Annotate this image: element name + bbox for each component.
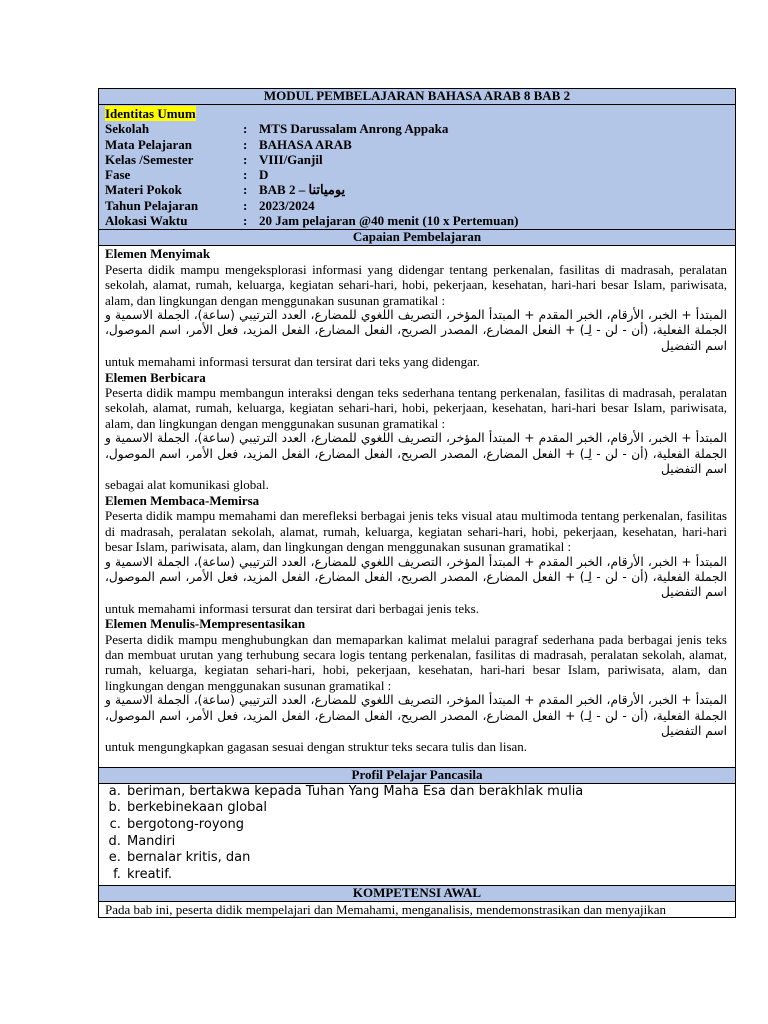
module-title: MODUL PEMBELAJARAN BAHASA ARAB 8 BAB 2	[99, 89, 735, 105]
profil-section	[99, 784, 735, 887]
profil-item: a. beriman, bertakwa kepada Tuhan Yang Maha Esa dan berakhlak mulia	[125, 784, 729, 801]
identitas-umum-section	[99, 105, 735, 230]
identitas-colon: :	[243, 197, 248, 213]
capaian-heading: Capaian Pembelajaran	[99, 230, 735, 246]
identitas-row	[105, 198, 729, 213]
kompetensi-text: Pada bab ini, peserta didik mempelajari dan Memahami, menganalisis, mendemonstrasikan dan menyajikan	[99, 902, 735, 918]
element-arabic-grammar: المبتدأ + الخبر، الأرقام، الخبر المقدم + المبتدأ المؤخر، التصريف اللغوي للمضارع، العدد الترتيبي (ساعة)، الجملة الاسمية و الجملة الفعلية، (أن - لن - لِـ) + الفعل المضارع، المصدر الصريح، الفعل المضارع، الفعل المزيد، فعل الأمر، اسم الموصول، اسم التفضيل	[105, 554, 727, 600]
capaian-body	[99, 246, 735, 767]
identitas-colon: :	[243, 213, 248, 229]
element-description: Peserta didik mampu membangun interaksi dengan teks sederhana tentang perkenalan, fasilitas di madrasah, peralatan sekolah, alamat, rumah, keluarga, kegiatan sehari-hari, hobi, pekerjaan, kesehatan, hari-hari besar Islam, pariwisata, alam, dan lingkungan dengan menggunakan susunan gramatikal :	[105, 385, 727, 431]
identitas-colon: :	[243, 182, 248, 198]
identitas-value: VIII/Ganjil	[259, 151, 323, 167]
profil-item: c. bergotong-royong	[125, 817, 729, 834]
profil-item: d. Mandiri	[125, 834, 729, 851]
identitas-colon: :	[243, 167, 248, 183]
element-arabic-grammar: المبتدأ + الخبر، الأرقام، الخبر المقدم + المبتدأ المؤخر، التصريف اللغوي للمضارع، العدد الترتيبي (ساعة)، الجملة الاسمية و الجملة الفعلية، (أن - لن - لِـ) + الفعل المضارع، المصدر الصريح، الفعل المضارع، الفعل المزيد، فعل الأمر، اسم الموصول، اسم التفضيل	[105, 693, 727, 738]
identitas-value: D	[259, 167, 269, 183]
identitas-heading: Identitas Umum	[105, 106, 196, 121]
identitas-row	[105, 152, 729, 167]
element-closing: untuk memahami informasi tersurat dan tersirat dari teks yang didengar.	[105, 354, 480, 370]
identitas-label: Kelas /Semester	[105, 151, 194, 167]
identitas-row	[105, 121, 729, 136]
identitas-label: Mata Pelajaran	[105, 136, 193, 152]
identitas-fields	[105, 121, 729, 228]
element-arabic-grammar: المبتدأ + الخبر، الأرقام، الخبر المقدم + المبتدأ المؤخر، التصريف اللغوي للمضارع، العدد الترتيبي (ساعة)، الجملة الاسمية و الجملة الفعلية، (أن - لن - لِـ) + الفعل المضارع، المصدر الصريح، الفعل المضارع، الفعل المزيد، فعل الأمر، اسم الموصول، اسم التفضيل	[105, 431, 727, 477]
element-description: Peserta didik mampu menghubungkan dan memaparkan kalimat melalui paragraf sederhana pada berbagai jenis teks dan membuat urutan yang terhubung secara logis tentang perkenalan, fasilitas di madrasah, peralatan sekolah, alamat, rumah, keluarga, kegiatan sehari-hari, hobi, pekerjaan, kesehatan, hari-hari besar Islam, pariwisata, alam, dan lingkungan dengan menggunakan susunan gramatikal :	[105, 631, 727, 693]
identitas-row	[105, 182, 729, 197]
identitas-label: Alokasi Waktu	[105, 213, 188, 229]
identitas-row	[105, 213, 729, 228]
identitas-value: 2023/2024	[259, 197, 315, 213]
identitas-value: BAB 2 – يومياتنا	[259, 182, 346, 198]
element-title: Elemen Menyimak	[105, 246, 211, 262]
profil-item: e. bernalar kritis, dan	[125, 850, 729, 867]
element-arabic-grammar: المبتدأ + الخبر، الأرقام، الخبر المقدم + المبتدأ المؤخر، التصريف اللغوي للمضارع، العدد الترتيبي (ساعة)، الجملة الاسمية و الجملة الفعلية، (أن - لن - لِـ) + الفعل المضارع، المصدر الصريح، الفعل المضارع، الفعل المزيد، فعل الأمر، اسم الموصول، اسم التفضيل	[105, 308, 727, 353]
identitas-colon: :	[243, 151, 248, 167]
profil-item: b. berkebinekaan global	[125, 800, 729, 817]
profil-list	[99, 784, 729, 884]
kompetensi-heading: KOMPETENSI AWAL	[99, 886, 735, 902]
identitas-label: Materi Pokok	[105, 182, 182, 198]
identitas-label: Fase	[105, 167, 131, 183]
identitas-label: Tahun Pelajaran	[105, 197, 199, 213]
identitas-label: Sekolah	[105, 121, 150, 137]
identitas-colon: :	[243, 136, 248, 152]
profil-heading: Profil Pelajar Pancasila	[99, 768, 735, 784]
element-title: Elemen Membaca-Memirsa	[105, 492, 260, 508]
identitas-value: MTS Darussalam Anrong Appaka	[259, 121, 449, 137]
element-description: Peserta didik mampu memahami dan merefleksi berbagai jenis teks visual atau multimoda tentang perkenalan, fasilitas di madrasah, peralatan sekolah, alamat, rumah, keluarga, kegiatan sehari-hari, hobi, pekerjaan, kesehatan, hari-hari besar Islam, pariwisata, alam, dan lingkungan dengan menggunakan susunan gramatikal :	[105, 508, 727, 555]
element-closing: sebagai alat komunikasi global.	[105, 477, 269, 493]
identitas-colon: :	[243, 121, 248, 137]
module-document	[98, 88, 736, 918]
identitas-value: BAHASA ARAB	[259, 136, 352, 152]
identitas-row	[105, 137, 729, 152]
element-closing: untuk mengungkapkan gagasan sesuai dengan struktur teks secara tulis dan lisan.	[105, 739, 528, 755]
element-closing: untuk memahami informasi tersurat dan tersirat dari berbagai jenis teks.	[105, 600, 479, 616]
element-title: Elemen Berbicara	[105, 369, 206, 385]
identitas-value: 20 Jam pelajaran @40 menit (10 x Pertemuan)	[259, 213, 519, 229]
identitas-row	[105, 167, 729, 182]
profil-item: f. kreatif.	[125, 867, 729, 884]
element-title: Elemen Menulis-Mempresentasikan	[105, 616, 306, 632]
element-description: Peserta didik mampu mengeksplorasi informasi yang didengar tentang perkenalan, fasilitas di madrasah, peralatan sekolah, alamat, rumah, keluarga, kegiatan sehari-hari, hobi, pekerjaan, kesehatan, hari-hari besar Islam, pariwisata, alam, dan lingkungan dengan menggunakan susunan gramatikal :	[105, 261, 727, 308]
